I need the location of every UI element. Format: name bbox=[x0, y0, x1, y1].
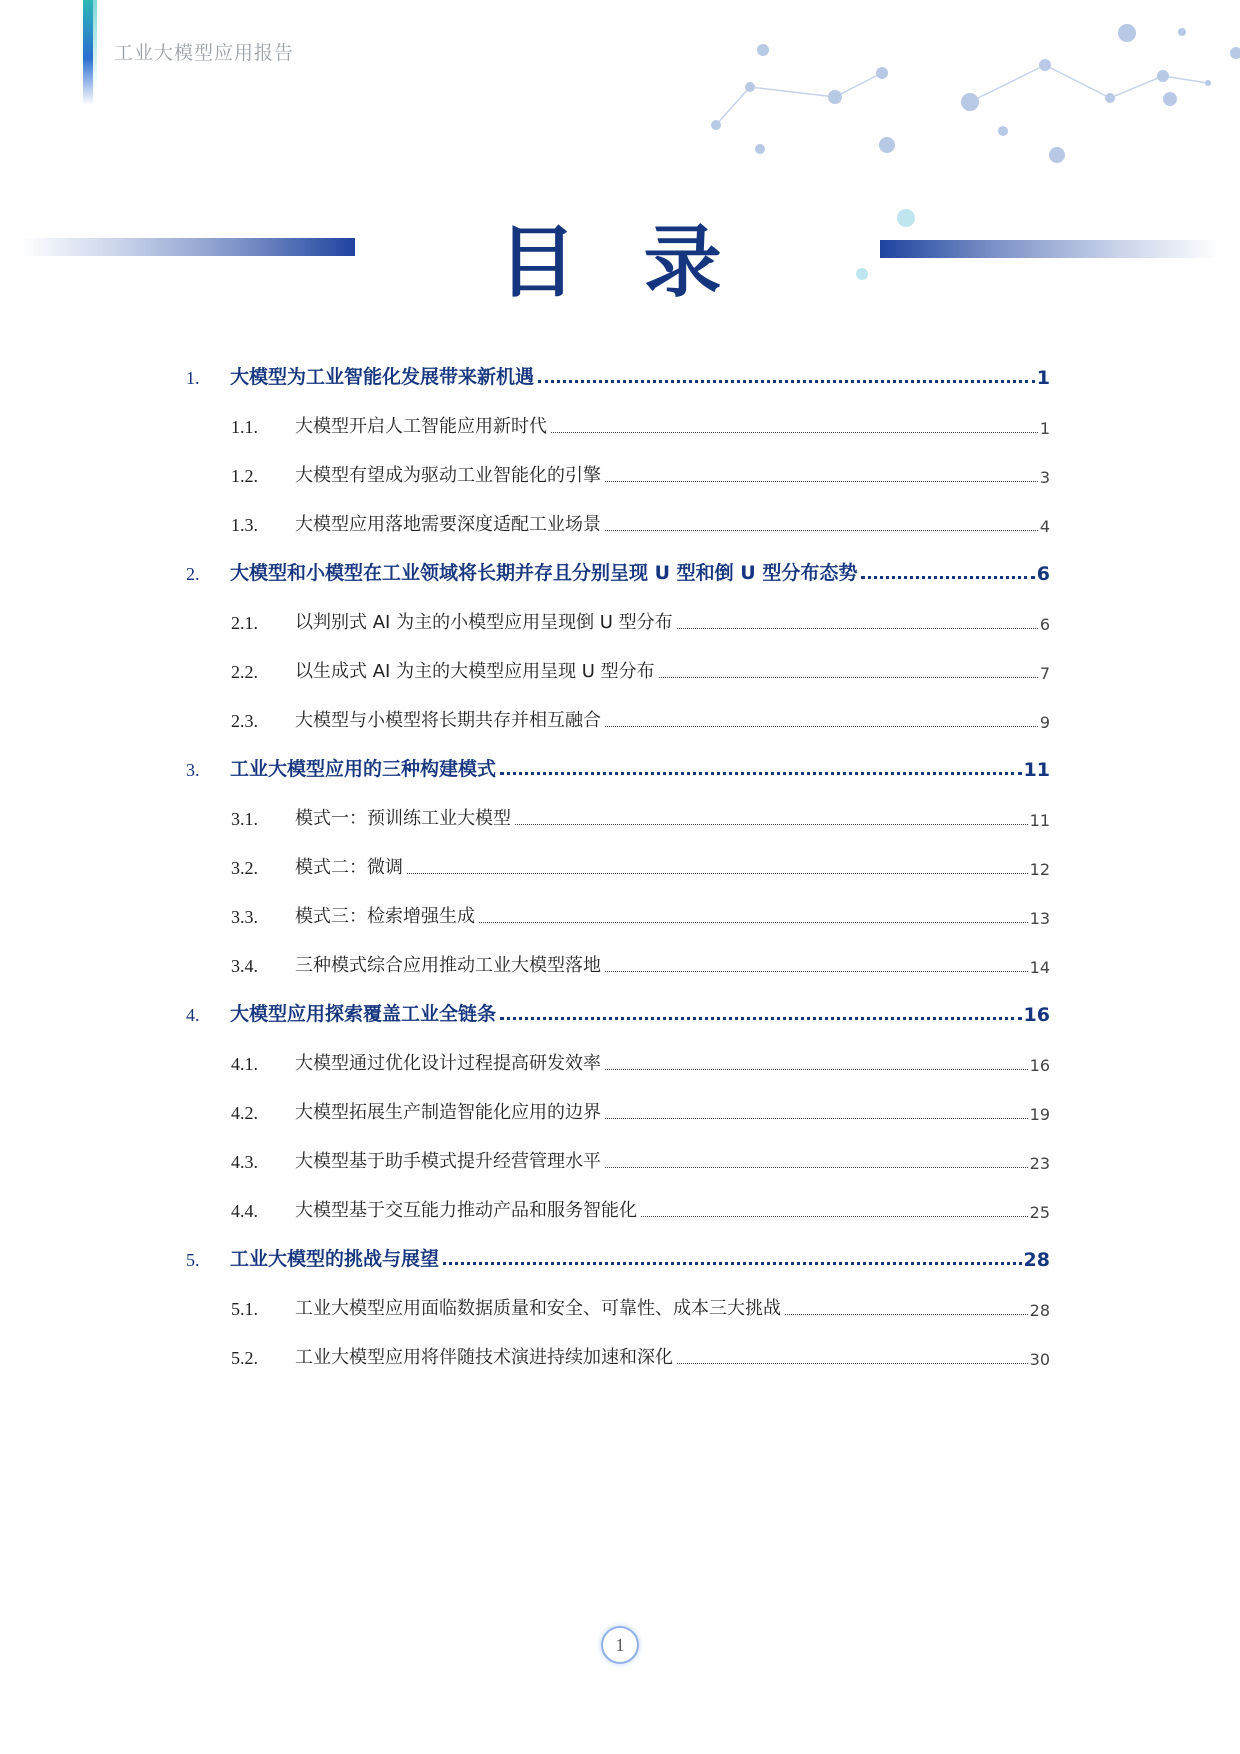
toc-dot-leader bbox=[500, 1016, 1022, 1020]
toc-dot-leader bbox=[605, 970, 1028, 972]
toc-subsection[interactable] bbox=[186, 634, 1050, 683]
toc-page-number: 13 bbox=[1029, 909, 1050, 928]
toc-title: 三种模式综合应用推动工业大模型落地 bbox=[295, 955, 601, 976]
table-of-contents bbox=[186, 340, 1050, 1369]
toc-number: 5.2. bbox=[231, 1348, 258, 1368]
toc-page-number: 28 bbox=[1023, 1249, 1050, 1271]
toc-title: 大模型应用探索覆盖工业全链条 bbox=[230, 1003, 497, 1025]
toc-subsection[interactable] bbox=[186, 683, 1050, 732]
toc-page-number: 11 bbox=[1029, 811, 1050, 830]
toc-dot-leader bbox=[605, 1068, 1028, 1070]
toc-title: 工业大模型的挑战与展望 bbox=[230, 1248, 440, 1270]
toc-title: 工业大模型应用面临数据质量和安全、可靠性、成本三大挑战 bbox=[295, 1298, 781, 1319]
toc-number: 4.4. bbox=[231, 1201, 258, 1221]
toc-dot-leader bbox=[407, 872, 1028, 874]
toc-subsection[interactable] bbox=[186, 438, 1050, 487]
toc-page-number: 9 bbox=[1039, 713, 1050, 732]
toc-number: 2. bbox=[186, 564, 200, 584]
toc-number: 1. bbox=[186, 368, 200, 388]
toc-subsection[interactable] bbox=[186, 781, 1050, 830]
toc-title: 工业大模型应用的三种构建模式 bbox=[230, 758, 497, 780]
toc-dot-leader bbox=[605, 529, 1038, 531]
toc-title: 以生成式 AI 为主的大模型应用呈现 U 型分布 bbox=[295, 661, 655, 682]
toc-dot-leader bbox=[551, 431, 1038, 433]
toc-title: 工业大模型应用将伴随技术演进持续加速和深化 bbox=[295, 1347, 673, 1368]
toc-page-number: 12 bbox=[1029, 860, 1050, 879]
toc-heading: 目 录 bbox=[498, 218, 742, 308]
toc-title: 大模型和小模型在工业领域将长期并存且分别呈现 U 型和倒 U 型分布态势 bbox=[230, 562, 858, 584]
toc-subsection[interactable] bbox=[186, 1271, 1050, 1320]
toc-dot-leader bbox=[659, 676, 1038, 678]
toc-subsection[interactable] bbox=[186, 487, 1050, 536]
toc-page-number: 30 bbox=[1029, 1350, 1050, 1369]
toc-number: 3.1. bbox=[231, 809, 258, 829]
toc-page-number: 7 bbox=[1039, 664, 1050, 683]
toc-number: 4. bbox=[186, 1005, 200, 1025]
header-accent-bar bbox=[83, 0, 93, 105]
toc-number: 1.2. bbox=[231, 466, 258, 486]
toc-title: 大模型与小模型将长期共存并相互融合 bbox=[295, 710, 601, 731]
toc-dot-leader bbox=[861, 575, 1034, 579]
toc-title: 模式二：微调 bbox=[295, 857, 403, 878]
toc-dot-leader bbox=[605, 725, 1038, 727]
toc-section[interactable] bbox=[186, 732, 1050, 781]
toc-dot-leader bbox=[785, 1313, 1028, 1315]
toc-title: 大模型为工业智能化发展带来新机遇 bbox=[230, 366, 535, 388]
toc-subsection[interactable] bbox=[186, 1320, 1050, 1369]
toc-subsection[interactable] bbox=[186, 830, 1050, 879]
toc-page-number: 14 bbox=[1029, 958, 1050, 977]
toc-section[interactable] bbox=[186, 1222, 1050, 1271]
toc-number: 2.1. bbox=[231, 613, 258, 633]
toc-title: 大模型通过优化设计过程提高研发效率 bbox=[295, 1053, 601, 1074]
toc-page-number: 11 bbox=[1023, 759, 1050, 781]
toc-page-number: 3 bbox=[1039, 468, 1050, 487]
toc-number: 2.2. bbox=[231, 662, 258, 682]
toc-page-number: 16 bbox=[1023, 1004, 1050, 1026]
toc-number: 4.1. bbox=[231, 1054, 258, 1074]
toc-subsection[interactable] bbox=[186, 1026, 1050, 1075]
toc-page-number: 19 bbox=[1029, 1105, 1050, 1124]
report-title: 工业大模型应用报告 bbox=[114, 42, 295, 64]
toc-section[interactable] bbox=[186, 977, 1050, 1026]
toc-title: 以判别式 AI 为主的小模型应用呈现倒 U 型分布 bbox=[295, 612, 673, 633]
toc-page-number: 16 bbox=[1029, 1056, 1050, 1075]
toc-section[interactable] bbox=[186, 340, 1050, 389]
toc-page-number: 23 bbox=[1029, 1154, 1050, 1173]
toc-subsection[interactable] bbox=[186, 389, 1050, 438]
toc-dot-leader bbox=[605, 1166, 1028, 1168]
toc-page-number: 25 bbox=[1029, 1203, 1050, 1222]
toc-page-number: 6 bbox=[1036, 563, 1050, 585]
toc-dot-leader bbox=[605, 480, 1038, 482]
toc-title: 模式一：预训练工业大模型 bbox=[295, 808, 511, 829]
toc-subsection[interactable] bbox=[186, 879, 1050, 928]
toc-title: 大模型应用落地需要深度适配工业场景 bbox=[295, 514, 601, 535]
toc-number: 3. bbox=[186, 760, 200, 780]
toc-title: 大模型有望成为驱动工业智能化的引擎 bbox=[295, 465, 601, 486]
toc-number: 5. bbox=[186, 1250, 200, 1270]
toc-dot-leader bbox=[443, 1261, 1022, 1265]
toc-number: 3.4. bbox=[231, 956, 258, 976]
toc-number: 3.2. bbox=[231, 858, 258, 878]
toc-number: 1.1. bbox=[231, 417, 258, 437]
toc-page-number: 6 bbox=[1039, 615, 1050, 634]
toc-subsection[interactable] bbox=[186, 928, 1050, 977]
toc-subsection[interactable] bbox=[186, 1124, 1050, 1173]
toc-subsection[interactable] bbox=[186, 1075, 1050, 1124]
toc-title: 模式三：检索增强生成 bbox=[295, 906, 475, 927]
toc-title: 大模型基于助手模式提升经营管理水平 bbox=[295, 1151, 601, 1172]
toc-number: 5.1. bbox=[231, 1299, 258, 1319]
toc-number: 4.3. bbox=[231, 1152, 258, 1172]
toc-number: 4.2. bbox=[231, 1103, 258, 1123]
toc-dot-leader bbox=[641, 1215, 1028, 1217]
toc-subsection[interactable] bbox=[186, 1173, 1050, 1222]
toc-title: 大模型拓展生产制造智能化应用的边界 bbox=[295, 1102, 601, 1123]
toc-dot-leader bbox=[500, 771, 1022, 775]
toc-subsection[interactable] bbox=[186, 585, 1050, 634]
toc-page-number: 4 bbox=[1039, 517, 1050, 536]
toc-number: 2.3. bbox=[231, 711, 258, 731]
page-number-badge: 1 bbox=[601, 1626, 639, 1664]
toc-page-number: 1 bbox=[1036, 367, 1050, 389]
toc-number: 3.3. bbox=[231, 907, 258, 927]
toc-dot-leader bbox=[605, 1117, 1028, 1119]
toc-page-number: 1 bbox=[1039, 419, 1050, 438]
toc-dot-leader bbox=[677, 1362, 1028, 1364]
toc-dot-leader bbox=[479, 921, 1028, 923]
toc-title: 大模型基于交互能力推动产品和服务智能化 bbox=[295, 1200, 637, 1221]
toc-section[interactable] bbox=[186, 536, 1050, 585]
toc-dot-leader bbox=[538, 379, 1035, 383]
toc-number: 1.3. bbox=[231, 515, 258, 535]
header-accent-bar-light bbox=[93, 0, 97, 90]
toc-page-number: 28 bbox=[1029, 1301, 1050, 1320]
toc-title: 大模型开启人工智能应用新时代 bbox=[295, 416, 547, 437]
toc-dot-leader bbox=[515, 823, 1028, 825]
toc-dot-leader bbox=[677, 627, 1038, 629]
